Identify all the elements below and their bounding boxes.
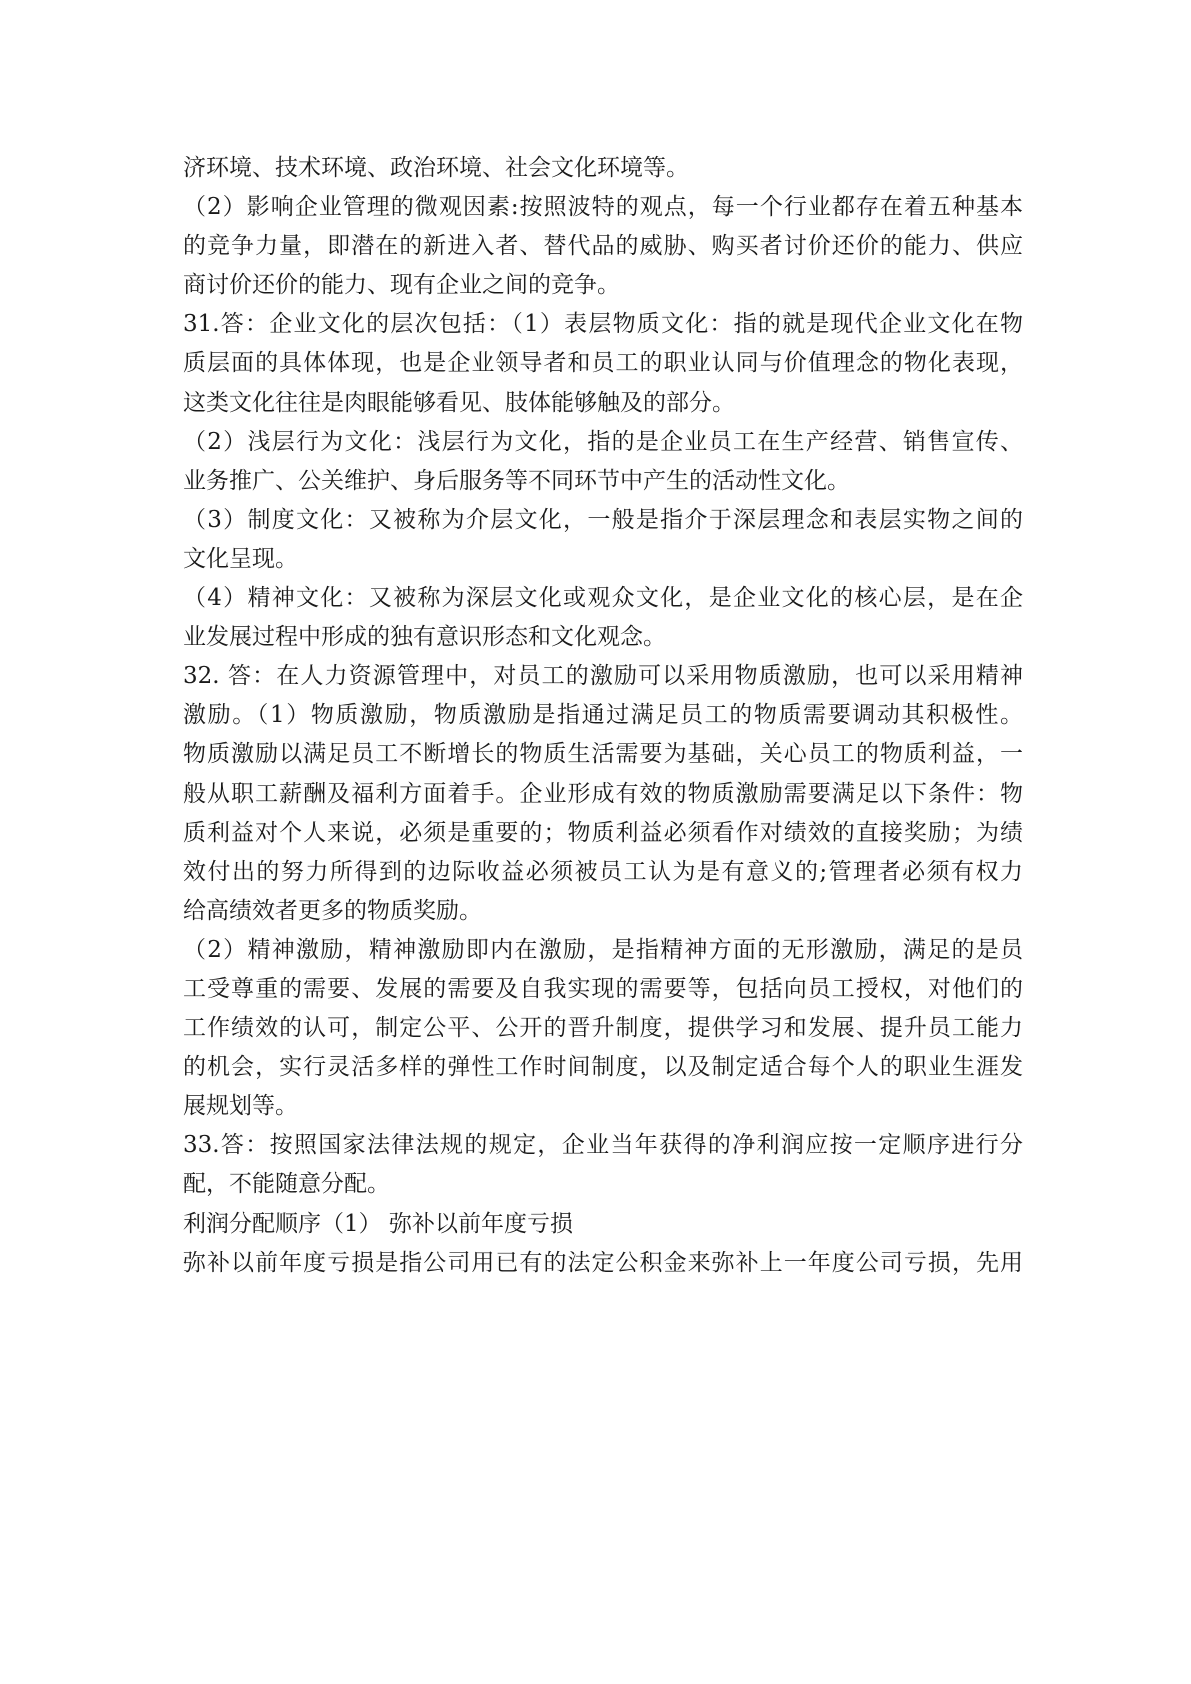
text-line: 般从职工薪酬及福利方面着手。企业形成有效的物质激励需要满足以下条件：物 (183, 780, 1023, 807)
text-line: 业发展过程中形成的独有意识形态和文化观念。 (183, 624, 666, 651)
text-line: 33.答：按照国家法律法规的规定，企业当年获得的净利润应按一定顺序进行分 (183, 1132, 1023, 1159)
text-line: 展规划等。 (183, 1093, 298, 1120)
document-body (183, 149, 1023, 1283)
text-line: （2）浅层行为文化：浅层行为文化，指的是企业员工在生产经营、销售宣传、 (183, 428, 1023, 455)
text-line: 的竞争力量，即潜在的新进入者、替代品的威胁、购买者讨价还价的能力、供应 (183, 233, 1023, 260)
text-line: （2）影响企业管理的微观因素:按照波特的观点，每一个行业都存在着五种基本 (183, 194, 1023, 221)
text-line: 济环境、技术环境、政治环境、社会文化环境等。 (183, 155, 689, 181)
text-line: 物质激励以满足员工不断增长的物质生活需要为基础，关心员工的物质利益，一 (183, 741, 1023, 768)
text-line: 商讨价还价的能力、现有企业之间的竞争。 (183, 272, 620, 299)
text-line: 业务推广、公关维护、身后服务等不同环节中产生的活动性文化。 (183, 467, 850, 494)
text-line: 配，不能随意分配。 (183, 1171, 390, 1198)
text-line: 的机会，实行灵活多样的弹性工作时间制度，以及制定适合每个人的职业生涯发 (183, 1054, 1023, 1081)
text-line: 弥补以前年度亏损是指公司用已有的法定公积金来弥补上一年度公司亏损，先用 (183, 1249, 1023, 1276)
text-line: 工受尊重的需要、发展的需要及自我实现的需要等，包括向员工授权，对他们的 (183, 975, 1023, 1002)
text-line: 质层面的具体体现，也是企业领导者和员工的职业认同与价值理念的物化表现， (183, 350, 1023, 377)
text-line: 文化呈现。 (183, 545, 298, 572)
text-line: 激励。（1）物质激励，物质激励是指通过满足员工的物质需要调动其积极性。 (183, 702, 1023, 729)
text-line: 利润分配顺序（1） 弥补以前年度亏损 (183, 1210, 573, 1237)
text-line: （2）精神激励，精神激励即内在激励，是指精神方面的无形激励，满足的是员 (183, 936, 1023, 963)
text-line: 31.答：企业文化的层次包括：（1）表层物质文化：指的就是现代企业文化在物 (183, 311, 1023, 338)
text-line: （3）制度文化：又被称为介层文化，一般是指介于深层理念和表层实物之间的 (183, 506, 1023, 533)
text-line: 32. 答：在人力资源管理中，对员工的激励可以采用物质激励，也可以采用精神 (183, 663, 1023, 690)
text-line: 质利益对个人来说，必须是重要的；物质利益必须看作对绩效的直接奖励；为绩 (183, 819, 1023, 846)
text-line: （4）精神文化：又被称为深层文化或观众文化，是企业文化的核心层，是在企 (183, 585, 1023, 612)
text-line: 效付出的努力所得到的边际收益必须被员工认为是有意义的;管理者必须有权力 (183, 858, 1023, 885)
text-line: 工作绩效的认可，制定公平、公开的晋升制度，提供学习和发展、提升员工能力 (183, 1015, 1023, 1042)
text-line: 这类文化往往是肉眼能够看见、肢体能够触及的部分。 (183, 389, 735, 416)
text-line: 给高绩效者更多的物质奖励。 (183, 897, 482, 924)
